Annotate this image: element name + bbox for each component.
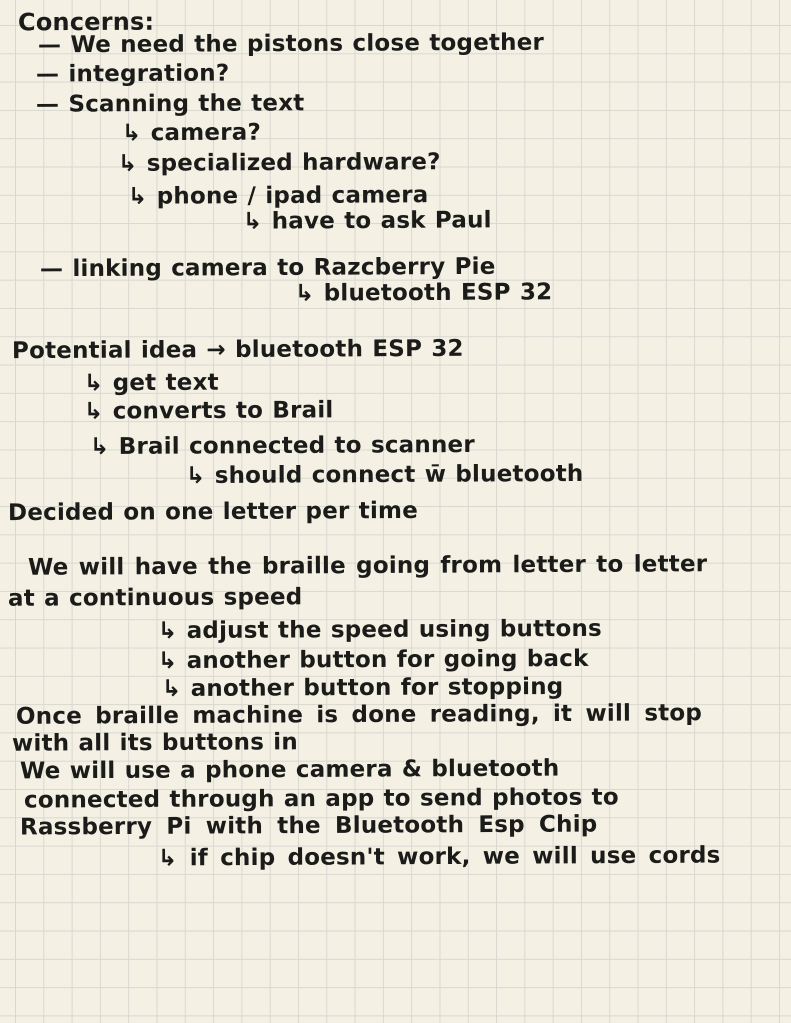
handwritten-line: with all its buttons in <box>11 729 299 757</box>
handwritten-line: — We need the pistons close together <box>37 29 545 59</box>
handwritten-line: at a continuous speed <box>7 584 303 612</box>
handwritten-line: — linking camera to Razcberry Pie <box>39 253 496 283</box>
handwritten-line: Potential idea → bluetooth ESP 32 <box>11 335 464 365</box>
handwritten-line: connected through an app to send photos to <box>23 784 619 814</box>
handwritten-line: Once braille machine is done reading, it will stop <box>15 700 703 730</box>
handwritten-line: — integration? <box>35 60 230 88</box>
handwritten-line: ↳ bluetooth ESP 32 <box>294 279 553 307</box>
handwritten-line: ↳ converts to Brail <box>83 397 334 425</box>
handwritten-line: ↳ specialized hardware? <box>117 149 441 177</box>
handwritten-line: ↳ adjust the speed using buttons <box>157 615 602 645</box>
handwritten-line: ↳ get text <box>83 369 219 397</box>
handwritten-line: Concerns: <box>17 7 155 37</box>
handwritten-line: ↳ another button for stopping <box>161 673 564 703</box>
handwritten-line: Decided on one letter per time <box>7 497 419 527</box>
handwritten-line: We will use a phone camera & bluetooth <box>19 755 560 785</box>
handwritten-line: ↳ camera? <box>121 119 262 147</box>
handwritten-line: ↳ should connect w̄ bluetooth <box>185 460 584 490</box>
handwritten-line: ↳ phone / ipad camera <box>127 182 429 210</box>
handwritten-line: ↳ Brail connected to scanner <box>89 431 475 461</box>
handwritten-line: ↳ another button for going back <box>157 645 589 675</box>
handwritten-line: — Scanning the text <box>35 90 305 118</box>
handwritten-line: ↳ if chip doesn't work, we will use cords <box>157 842 721 872</box>
handwritten-line: We will have the braille going from letter to letter <box>27 551 708 581</box>
handwritten-line: Rassberry Pi with the Bluetooth Esp Chip <box>19 811 598 841</box>
handwritten-line: ↳ have to ask Paul <box>242 207 492 235</box>
